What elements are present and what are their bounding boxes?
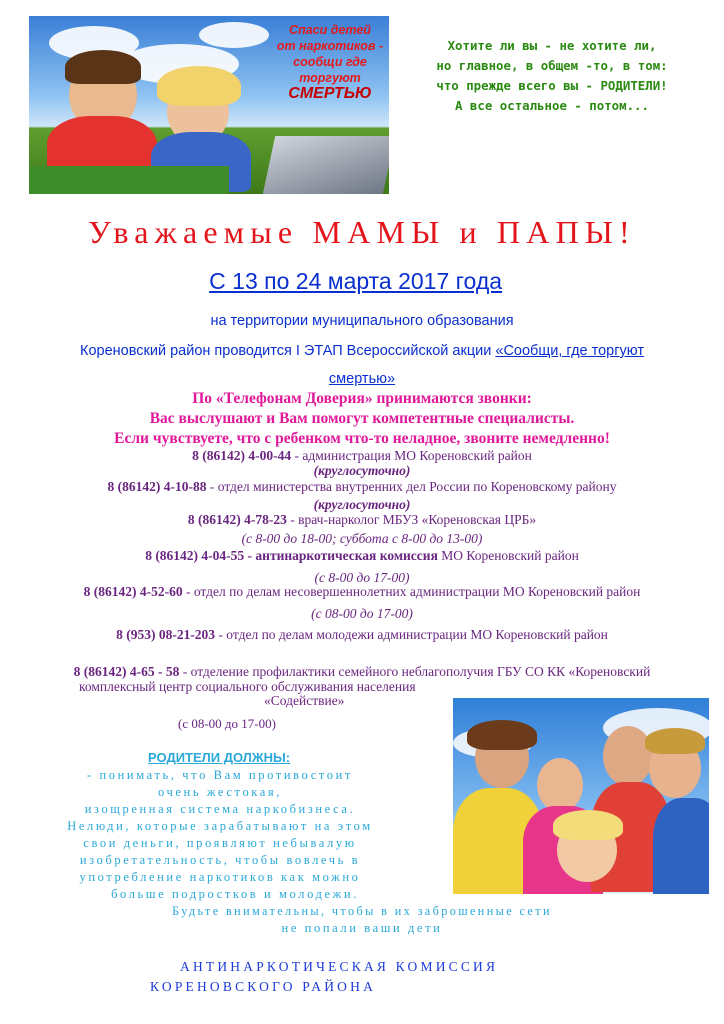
contact-desc: МО Кореновский район <box>437 548 579 563</box>
slogan-line: от наркотиков - <box>276 39 384 53</box>
contact-desc: - администрация МО Кореновский район <box>291 448 532 463</box>
duties-line: свои деньги, проявляют небывалую <box>83 836 357 850</box>
contact-hours: (круглосуточно) <box>313 463 411 478</box>
contact-row <box>0 584 724 600</box>
duties-line: Будьте внимательны, чтобы в их заброшенные сети <box>172 904 552 918</box>
footer-line: КОРЕНОВСКОГО РАЙОНА <box>150 979 377 994</box>
footer-signature <box>150 957 550 997</box>
duties-line: Нелюди, которые зарабатывают на этом <box>67 819 373 833</box>
campaign-dates <box>0 268 724 295</box>
duties-line: употребление наркотиков как можно <box>79 870 361 884</box>
contact-desc: комплексный центр социального обслуживания населения <box>79 679 416 694</box>
contact-desc: - отдел по делам молодежи администрации МО Кореновский район <box>215 627 608 642</box>
poster-image <box>29 16 389 194</box>
contact-row <box>0 627 724 643</box>
slogan-line: СМЕРТЬЮ <box>288 85 372 102</box>
children-photo <box>453 698 709 894</box>
duties-line: изощренная система наркобизнеса. <box>84 802 356 816</box>
contact-row <box>0 664 724 680</box>
duties-title: РОДИТЕЛИ ДОЛЖНЫ: <box>148 750 291 765</box>
phone-number[interactable]: 8 (86142) 4-78-23 <box>187 512 287 527</box>
contact-hours: (круглосуточно) <box>313 497 411 512</box>
campaign-dates-text: С 13 по 24 марта 2017 года <box>209 268 503 294</box>
hotline-text: Если чувствуете, что с ребенком что-то неладное, звоните немедленно! <box>114 430 610 447</box>
headline: Уважаемые МАМЫ и ПАПЫ! <box>88 214 636 250</box>
contact-row <box>0 448 724 464</box>
phone-number[interactable]: 8 (86142) 4-04-55 <box>145 548 245 563</box>
quote-line: но главное, в общем -то, в том: <box>436 58 668 73</box>
intro-text: Кореновский район проводится I ЭТАП Всероссийской акции <box>80 343 496 359</box>
contact-row <box>0 548 724 564</box>
contact-row <box>0 512 724 528</box>
quote-line: Хотите ли вы - не хотите ли, <box>447 38 657 53</box>
campaign-name: «Сообщи, где торгуют <box>495 343 644 359</box>
contact-row <box>0 479 724 495</box>
phone-number[interactable]: 8 (86142) 4-52-60 <box>83 584 183 599</box>
contact-desc: - отдел министерства внутренних дел России по Кореновскому району <box>206 479 617 494</box>
duties-line: очень жестокая, <box>157 785 282 799</box>
contact-hours: (с 08-00 до 17-00) <box>178 716 276 731</box>
phone-number[interactable]: 8 (86142) 4-65 - 58 <box>73 664 180 679</box>
intro-line <box>0 371 724 387</box>
duties-line: не попали ваши дети <box>281 921 443 935</box>
intro-line <box>0 343 724 359</box>
contact-desc-bold: - антинаркотическая комиссия <box>244 548 438 563</box>
duties-line: изобретательность, чтобы вовлечь в <box>79 853 361 867</box>
footer-line: АНТИНАРКОТИЧЕСКАЯ КОМИССИЯ <box>180 959 499 974</box>
contact-hours: (с 08-00 до 17-00) <box>311 606 413 621</box>
parents-quote <box>392 36 712 116</box>
hotline-title: По «Телефонам Доверия» принимаются звонки: <box>192 390 532 407</box>
duties-line: больше подростков и молодежи. <box>111 887 359 901</box>
poster-slogan <box>275 22 385 102</box>
contact-hours: (с 8-00 до 17-00) <box>314 570 410 585</box>
contact-desc: - отдел по делам несовершеннолетних администрации МО Кореновский район <box>182 584 641 599</box>
contact-desc: - отделение профилактики семейного неблагополучия ГБУ СО КК «Кореновский <box>179 664 651 679</box>
contact-desc: «Содействие» <box>264 693 345 708</box>
slogan-line: Спаси детей <box>289 23 371 37</box>
contact-desc: - врач-нарколог МБУЗ «Кореновская ЦРБ» <box>286 512 537 527</box>
slogan-line: сообщи где торгуют <box>293 55 367 85</box>
duties-line: - понимать, что Вам противостоит <box>87 768 353 782</box>
phone-number[interactable]: 8 (86142) 4-10-88 <box>107 479 207 494</box>
quote-line: А все остальное - потом... <box>455 98 649 113</box>
phone-number[interactable]: 8 (86142) 4-00-44 <box>192 448 292 463</box>
hotline-text: Вас выслушают и Вам помогут компетентные специалисты. <box>149 410 575 427</box>
quote-line: что прежде всего вы - РОДИТЕЛИ! <box>436 78 668 93</box>
campaign-name-end: смертью» <box>328 371 396 387</box>
contact-hours: (с 8-00 до 18-00; суббота с 8-00 до 13-00) <box>241 531 483 546</box>
phone-number[interactable]: 8 (953) 08-21-203 <box>116 627 216 642</box>
intro-line: на территории муниципального образования <box>210 313 514 329</box>
